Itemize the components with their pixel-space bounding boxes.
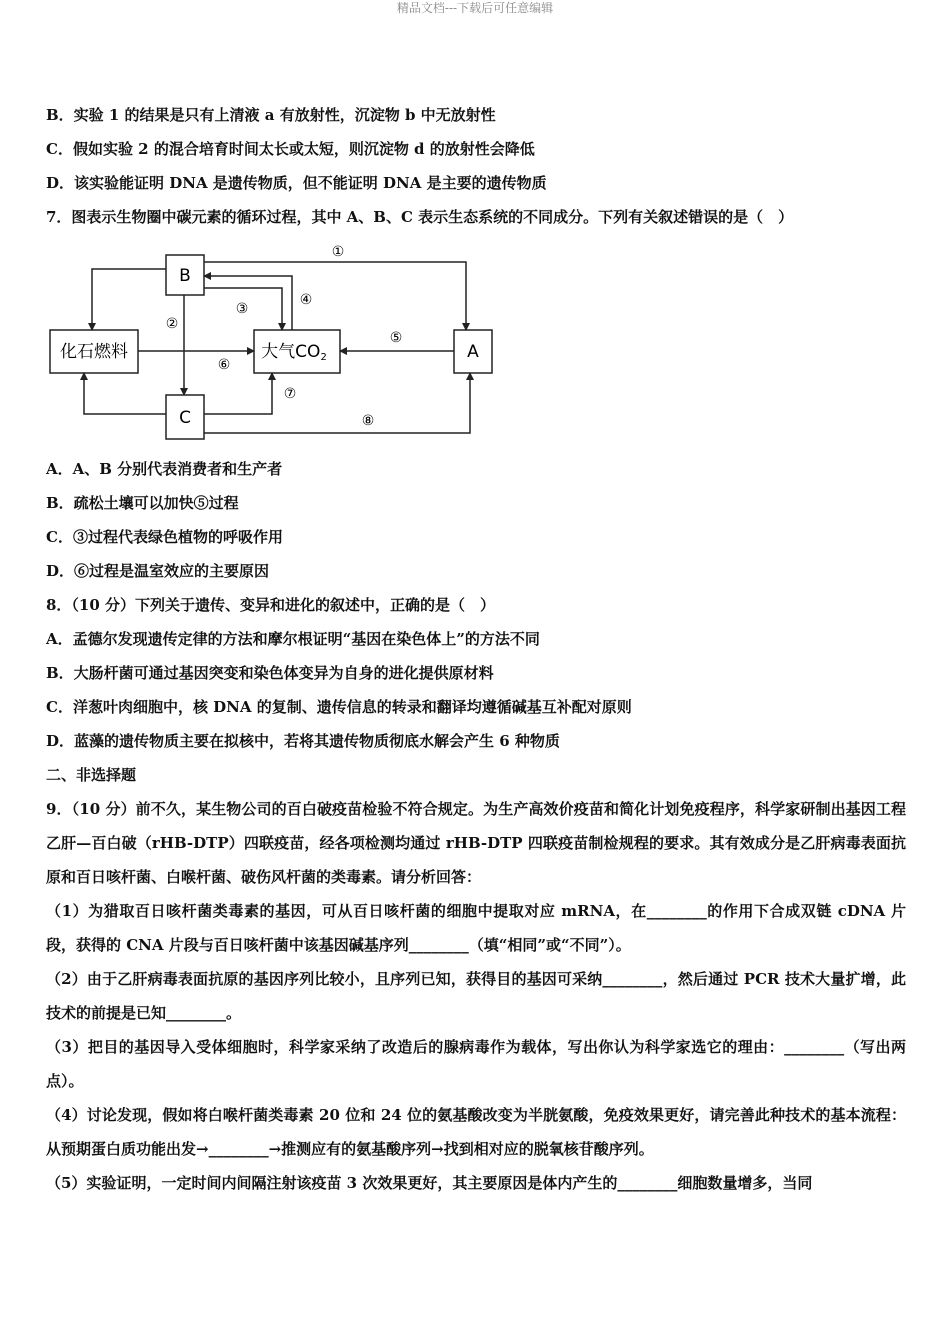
node-b-label: B xyxy=(179,266,191,286)
q9-part-3: （3）把目的基因导入受体细胞时，科学家采纳了改造后的腺病毒作为载体，写出你认为科学家选它的理由：________（写出两点）。 xyxy=(46,1038,906,1090)
label-7: ⑦ xyxy=(283,386,297,402)
arrow-1 xyxy=(204,262,466,330)
q7-option-d: D．⑥过程是温室效应的主要原因 xyxy=(46,562,270,580)
label-5: ⑤ xyxy=(389,330,403,346)
q7-option-c: C．③过程代表绿色植物的呼吸作用 xyxy=(46,528,283,546)
q8-option-c: C．洋葱叶肉细胞中，核 DNA 的复制、遗传信息的转录和翻译均遵循碱基互补配对原则 xyxy=(46,698,632,716)
label-4: ④ xyxy=(299,292,313,308)
label-2: ② xyxy=(165,316,179,332)
q7-stem: 7．图表示生物圈中碳元素的循环过程，其中 A、B、C 表示生态系统的不同成分。下列有关叙述错误的是（ ） xyxy=(46,208,794,226)
arrow-b-fossil xyxy=(92,269,166,330)
node-c-label: C xyxy=(179,408,191,428)
node-co2-label xyxy=(261,342,327,363)
arrow-8 xyxy=(204,373,470,433)
label-6: ⑥ xyxy=(217,357,231,373)
q9-part-5: （5）实验证明，一定时间内间隔注射该疫苗 3 次效果更好，其主要原因是体内产生的________细胞数量增多，当同 xyxy=(46,1174,813,1192)
q6-option-b: B．实验 1 的结果是只有上清液 a 有放射性，沉淀物 b 中无放射性 xyxy=(46,106,496,124)
q9-stem: 9．（10 分）前不久，某生物公司的百白破疫苗检验不符合规定。为生产高效价疫苗和简化计划免疫程序，科学家研制出基因工程乙肝—百白破（rHB-DTP）四联疫苗，经各项检测均通过 rHB-DTP 四联疫苗制检规程的要求。其有效成分是乙肝病毒表面抗原和百日咳杆菌、白喉杆菌、破伤风杆菌的类毒素。请分析回答： xyxy=(46,800,906,886)
node-co2-sub: 2 xyxy=(320,352,327,363)
label-3: ③ xyxy=(235,301,249,317)
q8-stem: 8．（10 分）下列关于遗传、变异和进化的叙述中，正确的是（ ） xyxy=(46,596,496,614)
document-page xyxy=(46,98,906,1200)
q7-option-b: B．疏松土壤可以加快⑤过程 xyxy=(46,494,239,512)
q6-option-c: C．假如实验 2 的混合培育时间太长或太短，则沉淀物 d 的放射性会降低 xyxy=(46,140,535,158)
carbon-cycle-svg xyxy=(46,238,516,446)
q6-option-d: D．该实验能证明 DNA 是遗传物质，但不能证明 DNA 是主要的遗传物质 xyxy=(46,174,547,192)
node-fossil-label: 化石燃料 xyxy=(60,342,128,362)
arrow-c-fossil xyxy=(84,373,166,414)
node-a-label: A xyxy=(467,342,479,362)
label-8: ⑧ xyxy=(361,413,375,429)
arrow-7 xyxy=(204,373,272,414)
q8-option-a: A．孟德尔发现遗传定律的方法和摩尔根证明“基因在染色体上”的方法不同 xyxy=(46,630,540,648)
section-title: 二、非选择题 xyxy=(46,766,137,784)
node-co2-main: 大气CO xyxy=(261,342,321,362)
q8-option-b: B．大肠杆菌可通过基因突变和染色体变异为自身的进化提供原材料 xyxy=(46,664,494,682)
q7-option-a: A．A、B 分别代表消费者和生产者 xyxy=(46,460,283,478)
q9-part-1: （1）为猎取百日咳杆菌类毒素的基因，可从百日咳杆菌的细胞中提取对应 mRNA，在________的作用下合成双链 cDNA 片段，获得的 CNA 片段与百日咳杆菌中该基因碱基序列________（填“相同”或“不同”）。 xyxy=(46,902,906,954)
label-1: ① xyxy=(331,244,345,260)
q9-part-4: （4）讨论发现，假如将白喉杆菌类毒素 20 位和 24 位的氨基酸改变为半胱氨酸，免疫效果更好，请完善此种技术的基本流程：从预期蛋白质功能出发→________→推测应有的氨基酸序列→找到相对应的脱氧核苷酸序列。 xyxy=(46,1106,906,1158)
carbon-cycle-diagram xyxy=(46,238,516,446)
q9-part-2: （2）由于乙肝病毒表面抗原的基因序列比较小，且序列已知，获得目的基因可采纳________，然后通过 PCR 技术大量扩增，此技术的前提是已知________。 xyxy=(46,970,906,1022)
header-watermark: 精品文档---下载后可任意编辑 xyxy=(396,1,554,15)
q8-option-d: D．蓝藻的遗传物质主要在拟核中，若将其遗传物质彻底水解会产生 6 种物质 xyxy=(46,732,560,750)
